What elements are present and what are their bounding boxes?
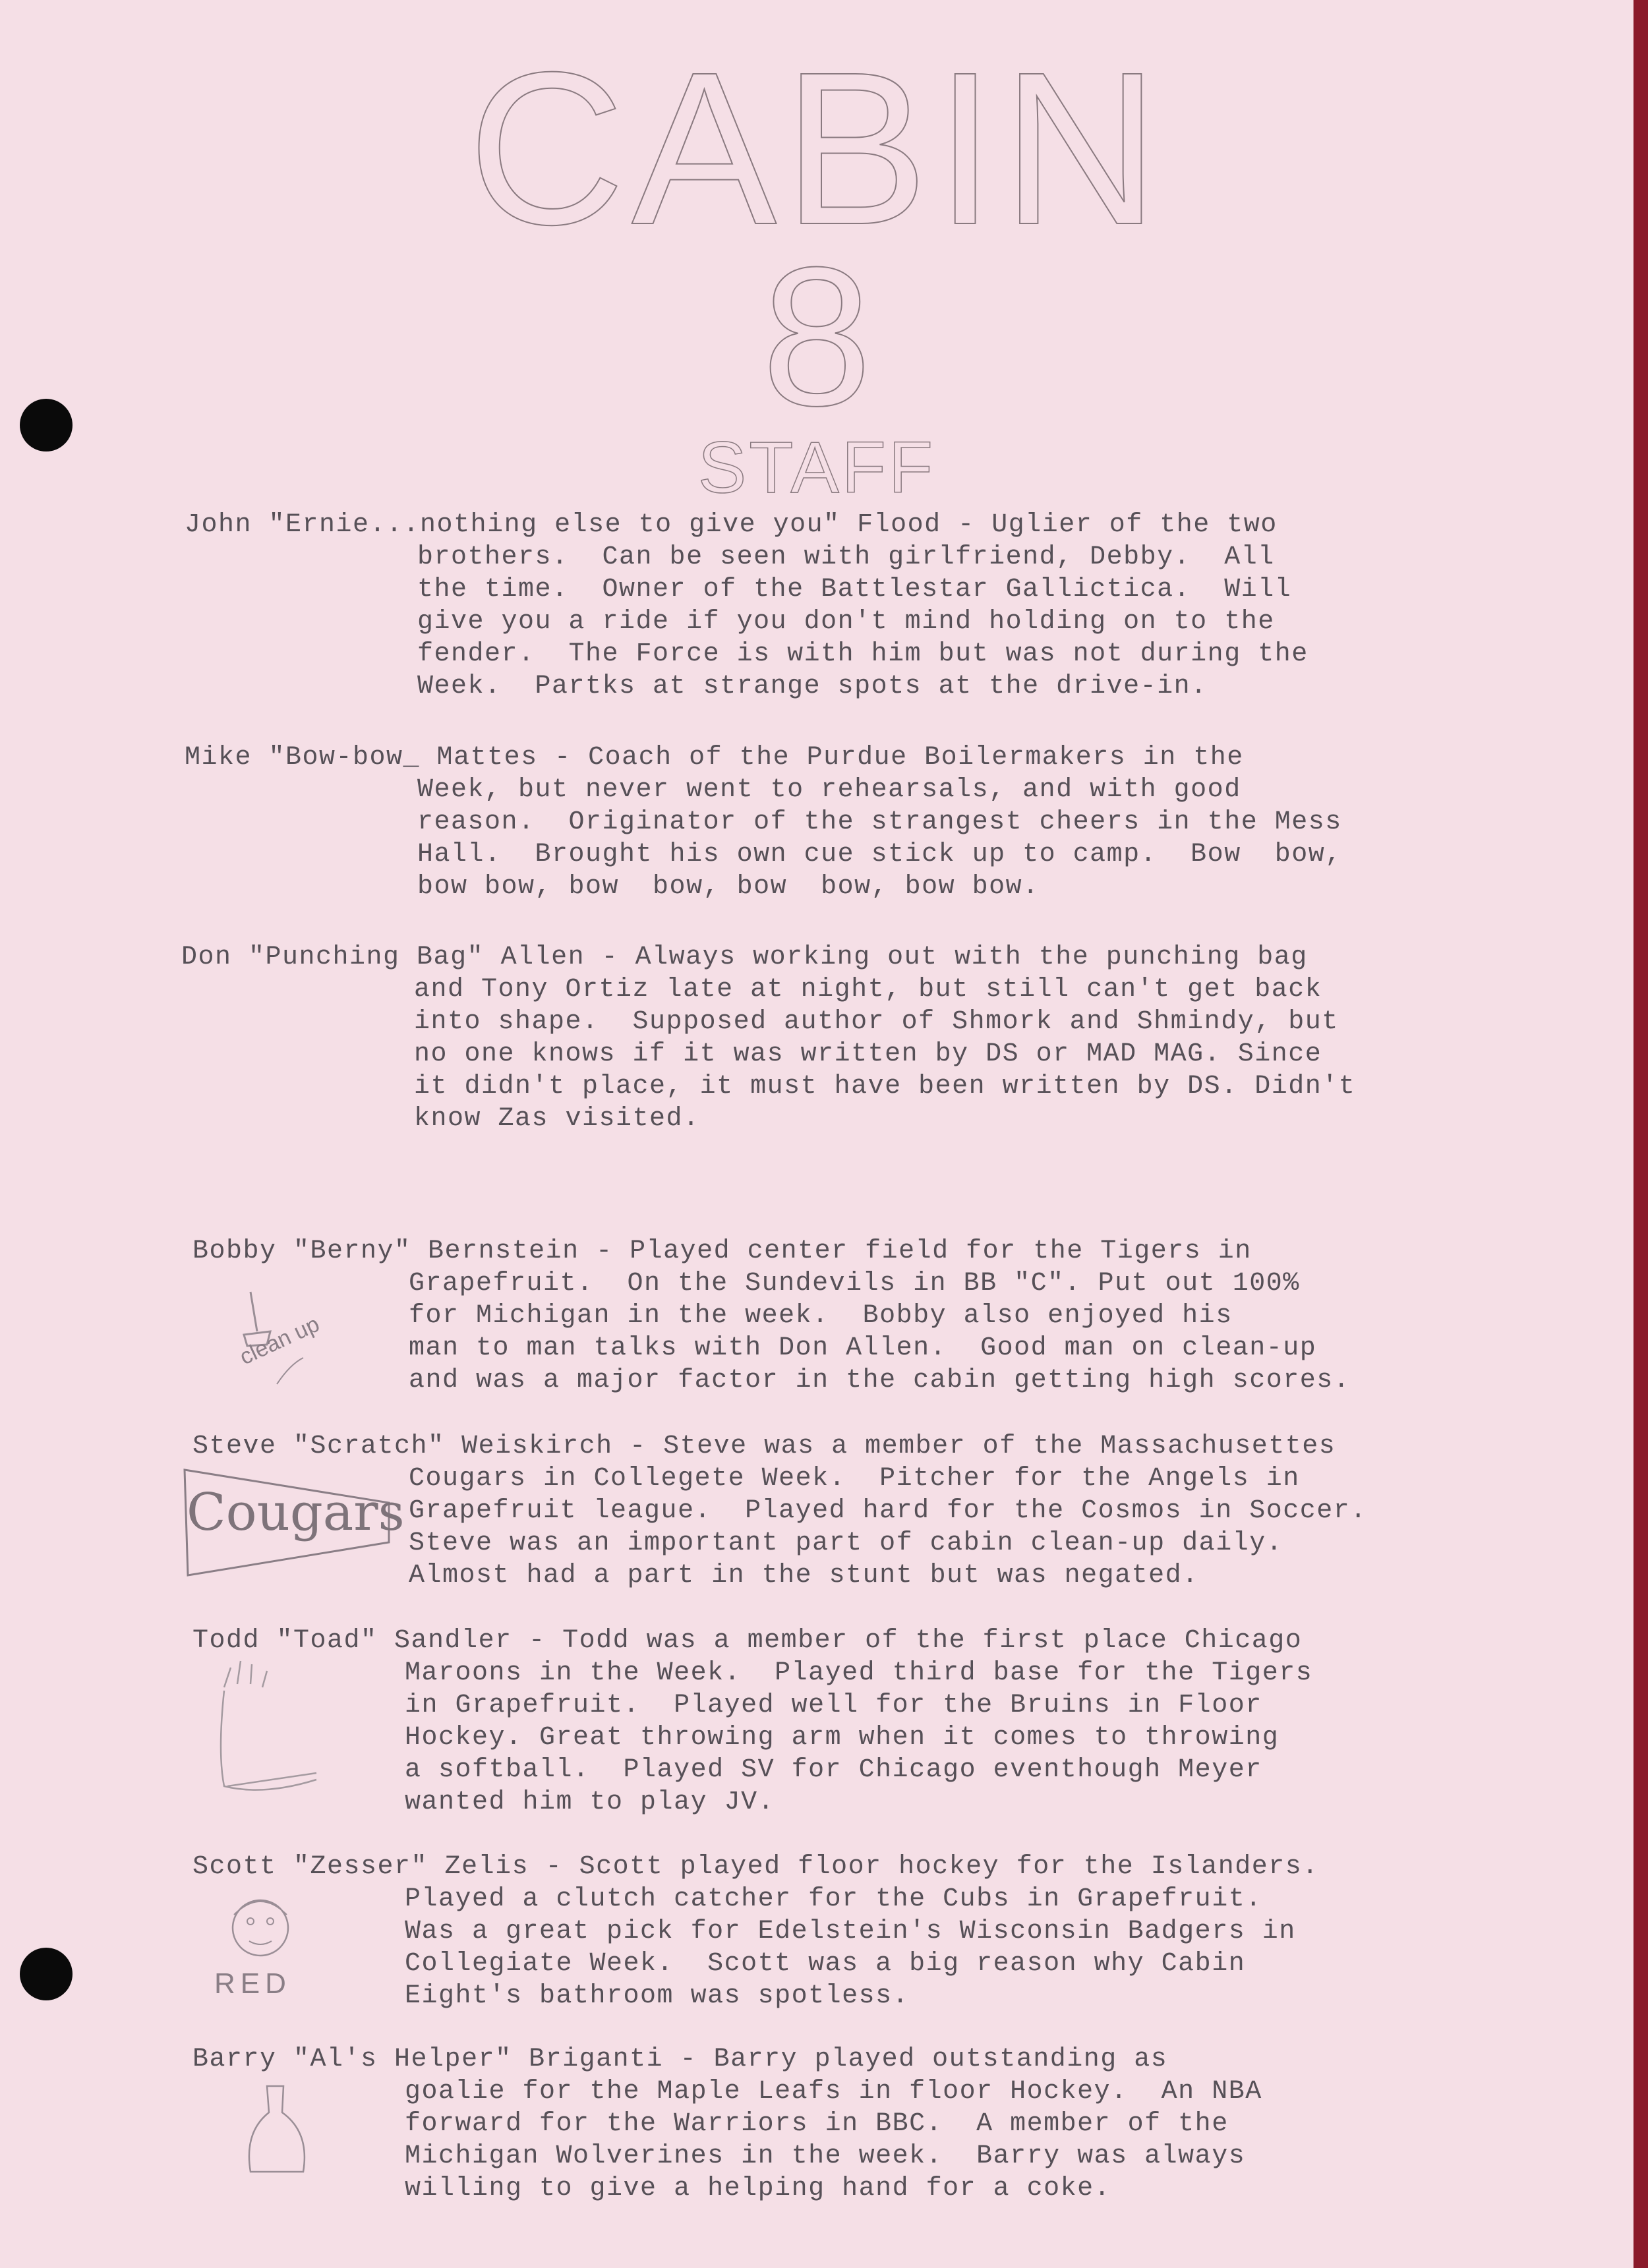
staff-entry-line: Hockey. Great throwing arm when it comes to throwing bbox=[405, 1723, 1280, 1753]
staff-entry-line: man to man talks with Don Allen. Good man on clean-up bbox=[409, 1333, 1317, 1363]
staff-entry-line: know Zas visited. bbox=[414, 1104, 700, 1134]
staff-entry-heading: Mike "Bow-bow_ Mattes - Coach of the Purdue Boilermakers in the bbox=[185, 743, 1244, 772]
staff-entry-line: Collegiate Week. Scott was a big reason why Cabin bbox=[405, 1949, 1246, 1979]
staff-entry bbox=[192, 1851, 1319, 2012]
staff-entry-heading: Todd "Toad" Sandler - Todd was a member of the first place Chicago bbox=[192, 1626, 1303, 1656]
staff-entry-line: it didn't place, it must have been written by DS. Didn't bbox=[414, 1072, 1356, 1101]
staff-entry-line: Grapefruit league. Played hard for the Cosmos in Soccer. bbox=[409, 1496, 1367, 1526]
staff-entry-line: brothers. Can be seen with girlfriend, Debby. All bbox=[417, 542, 1275, 572]
staff-entry-heading: Barry "Al's Helper" Briganti - Barry played outstanding as bbox=[192, 2045, 1168, 2074]
face-doodle-icon bbox=[211, 1892, 316, 1971]
staff-entry bbox=[181, 941, 1355, 1135]
staff-entry-line: goalie for the Maple Leafs in floor Hockey. An NBA bbox=[405, 2077, 1262, 2107]
staff-entry-line: Almost had a part in the stunt but was negated. bbox=[409, 1561, 1199, 1590]
hand-doodle-icon bbox=[211, 1654, 330, 1806]
staff-entry-line: Hall. Brought his own cue stick up to camp. Bow bow, bbox=[417, 840, 1342, 869]
staff-entry-line: in Grapefruit. Played well for the Bruins in Floor bbox=[405, 1691, 1262, 1720]
cougars-doodle-text: Cougars bbox=[187, 1483, 405, 1542]
staff-entry bbox=[185, 509, 1309, 703]
staff-entry-line: for Michigan in the week. Bobby also enjoyed his bbox=[409, 1301, 1233, 1331]
bottle-doodle-icon bbox=[237, 2079, 316, 2185]
staff-entry-line: reason. Originator of the strangest cheers in the Mess bbox=[417, 807, 1342, 837]
staff-entry-line: Maroons in the Week. Played third base for the Tigers bbox=[405, 1658, 1313, 1688]
staff-entry bbox=[185, 741, 1342, 903]
staff-entry-line: Grapefruit. On the Sundevils in BB "C". Put out 100% bbox=[409, 1269, 1300, 1298]
staff-entry-line: Week. Partks at strange spots at the drive-in. bbox=[417, 672, 1208, 701]
staff-entry bbox=[192, 2043, 1262, 2205]
staff-entry-line: bow bow, bow bow, bow bow, bow bow. bbox=[417, 872, 1040, 902]
staff-entry-line: Week, but never went to rehearsals, and with good bbox=[417, 775, 1241, 805]
staff-entry-line: into shape. Supposed author of Shmork and Shmindy, but bbox=[414, 1007, 1339, 1037]
staff-entry-line: Cougars in Collegete Week. Pitcher for the Angels in bbox=[409, 1464, 1300, 1494]
staff-entry-line: give you a ride if you don't mind holding on to the bbox=[417, 607, 1275, 637]
staff-entry-heading: Bobby "Berny" Bernstein - Played center field for the Tigers in bbox=[192, 1236, 1252, 1266]
title-staff: STAFF bbox=[697, 427, 936, 508]
staff-entry-line: Michigan Wolverines in the week. Barry was always bbox=[405, 2141, 1246, 2171]
staff-entry-line: forward for the Warriors in BBC. A member of the bbox=[405, 2109, 1229, 2139]
staff-entry-line: fender. The Force is with him but was not during the bbox=[417, 639, 1309, 669]
title-cabin-number: 8 bbox=[761, 225, 872, 447]
staff-entry-line: wanted him to play JV. bbox=[405, 1788, 775, 1817]
staff-entry-heading: Steve "Scratch" Weiskirch - Steve was a member of the Massachusettes bbox=[192, 1432, 1336, 1461]
title-cabin: CABIN bbox=[467, 26, 1166, 270]
staff-entry-line: a softball. Played SV for Chicago eventhough Meyer bbox=[405, 1755, 1262, 1785]
clean-up-doodle-text: clean up bbox=[235, 1311, 324, 1370]
red-doodle-text: RED bbox=[214, 1967, 291, 2000]
staff-entry-line: Was a great pick for Edelstein's Wisconsin Badgers in bbox=[405, 1917, 1296, 1946]
staff-entry-heading: Scott "Zesser" Zelis - Scott played floor hockey for the Islanders. bbox=[192, 1852, 1319, 1882]
staff-entry-line: and Tony Ortiz late at night, but still can't get back bbox=[414, 975, 1322, 1004]
staff-entry-line: the time. Owner of the Battlestar Gallictica. Will bbox=[417, 575, 1292, 604]
staff-entry-line: willing to give a helping hand for a coke. bbox=[405, 2174, 1111, 2203]
staff-entry-heading: John "Ernie...nothing else to give you" Flood - Uglier of the two bbox=[185, 510, 1278, 540]
staff-entry-line: no one knows if it was written by DS or MAD MAG. Since bbox=[414, 1039, 1322, 1069]
punch-hole-bottom bbox=[20, 1948, 73, 2000]
staff-entry-line: Eight's bathroom was spotless. bbox=[405, 1981, 910, 2011]
staff-entry-heading: Don "Punching Bag" Allen - Always working out with the punching bag bbox=[181, 943, 1308, 972]
staff-entry-line: and was a major factor in the cabin getting high scores. bbox=[409, 1366, 1351, 1395]
paper-edge bbox=[1633, 0, 1648, 2268]
staff-entry bbox=[192, 1625, 1312, 1818]
staff-entry-line: Steve was an important part of cabin clean-up daily. bbox=[409, 1528, 1283, 1558]
staff-entry-line: Played a clutch catcher for the Cubs in Grapefruit. bbox=[405, 1884, 1262, 1914]
